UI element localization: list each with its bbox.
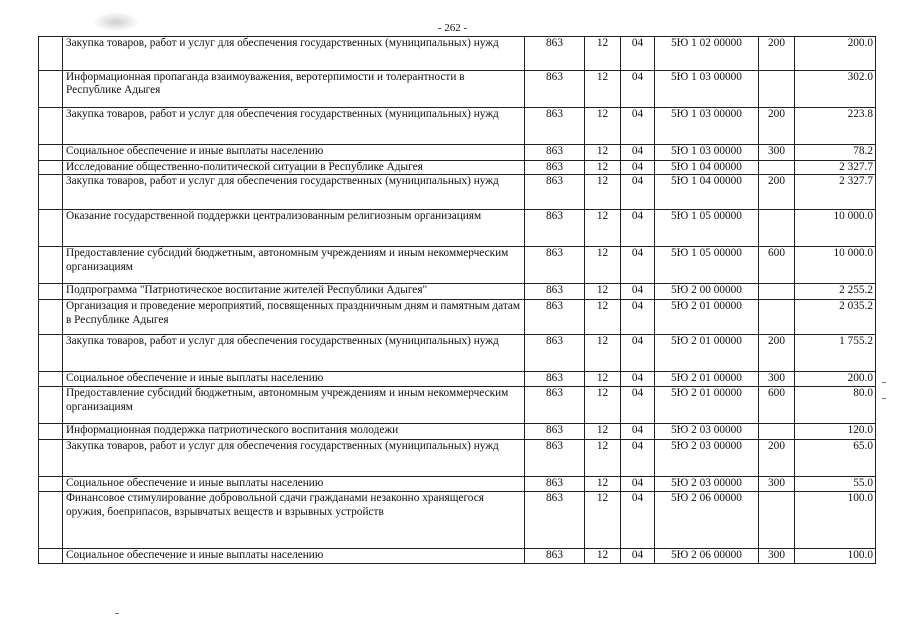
table-row: [39, 300, 876, 335]
subsection-cell: 04: [621, 477, 655, 492]
target-item-cell: 5Ю 1 05 00000: [655, 210, 759, 247]
ministry-code-cell: 863: [525, 440, 585, 477]
amount-cell: 78.2: [795, 145, 876, 161]
table-row: [39, 161, 876, 175]
subsection-cell: 04: [621, 335, 655, 372]
ministry-code-cell: 863: [525, 210, 585, 247]
section-cell: 12: [585, 440, 621, 477]
section-cell: 12: [585, 108, 621, 145]
target-item-cell: 5Ю 2 03 00000: [655, 440, 759, 477]
description-cell: Социальное обеспечение и иные выплаты населению: [63, 477, 525, 492]
index-cell: [39, 175, 63, 210]
description-cell: Закупка товаров, работ и услуг для обеспечения государственных (муниципальных) нужд: [63, 335, 525, 372]
index-cell: [39, 549, 63, 564]
amount-cell: 65.0: [795, 440, 876, 477]
amount-cell: 2 035.2: [795, 300, 876, 335]
subsection-cell: 04: [621, 37, 655, 71]
index-cell: [39, 108, 63, 145]
ministry-code-cell: 863: [525, 284, 585, 300]
ministry-code-cell: 863: [525, 424, 585, 440]
description-cell: Социальное обеспечение и иные выплаты населению: [63, 145, 525, 161]
ministry-code-cell: 863: [525, 145, 585, 161]
amount-cell: 55.0: [795, 477, 876, 492]
amount-cell: 1 755.2: [795, 335, 876, 372]
expense-type-cell: 200: [759, 108, 795, 145]
table-row: [39, 247, 876, 284]
expense-type-cell: 200: [759, 37, 795, 71]
description-cell: Оказание государственной поддержки централизованным религиозным организациям: [63, 210, 525, 247]
ministry-code-cell: 863: [525, 477, 585, 492]
table-row: [39, 335, 876, 372]
section-cell: 12: [585, 300, 621, 335]
expense-type-cell: 200: [759, 335, 795, 372]
table-row: [39, 175, 876, 210]
index-cell: [39, 145, 63, 161]
target-item-cell: 5Ю 2 01 00000: [655, 387, 759, 424]
subsection-cell: 04: [621, 284, 655, 300]
section-cell: 12: [585, 145, 621, 161]
expense-type-cell: 200: [759, 440, 795, 477]
scan-speck: [882, 398, 886, 399]
description-cell: Организация и проведение мероприятий, посвященных праздничным дням и памятным датам в Республике Адыгея: [63, 300, 525, 335]
subsection-cell: 04: [621, 492, 655, 549]
subsection-cell: 04: [621, 440, 655, 477]
section-cell: 12: [585, 284, 621, 300]
subsection-cell: 04: [621, 71, 655, 108]
index-cell: [39, 372, 63, 387]
index-cell: [39, 440, 63, 477]
ministry-code-cell: 863: [525, 387, 585, 424]
ministry-code-cell: 863: [525, 492, 585, 549]
section-cell: 12: [585, 387, 621, 424]
expense-type-cell: [759, 210, 795, 247]
amount-cell: 80.0: [795, 387, 876, 424]
description-cell: Закупка товаров, работ и услуг для обеспечения государственных (муниципальных) нужд: [63, 440, 525, 477]
section-cell: 12: [585, 492, 621, 549]
target-item-cell: 5Ю 1 03 00000: [655, 71, 759, 108]
table-row: [39, 424, 876, 440]
amount-cell: 10 000.0: [795, 210, 876, 247]
table-row: [39, 440, 876, 477]
ministry-code-cell: 863: [525, 247, 585, 284]
description-cell: Подпрограмма "Патриотическое воспитание жителей Республики Адыгея": [63, 284, 525, 300]
table-row: [39, 37, 876, 71]
subsection-cell: 04: [621, 247, 655, 284]
ministry-code-cell: 863: [525, 37, 585, 71]
table-row: [39, 284, 876, 300]
ministry-code-cell: 863: [525, 161, 585, 175]
description-cell: Информационная поддержка патриотического воспитания молодежи: [63, 424, 525, 440]
section-cell: 12: [585, 549, 621, 564]
expense-type-cell: [759, 284, 795, 300]
scan-speck: [882, 382, 886, 383]
section-cell: 12: [585, 161, 621, 175]
expense-type-cell: 300: [759, 372, 795, 387]
subsection-cell: 04: [621, 549, 655, 564]
table-row: [39, 492, 876, 549]
expense-type-cell: 600: [759, 247, 795, 284]
index-cell: [39, 424, 63, 440]
subsection-cell: 04: [621, 424, 655, 440]
target-item-cell: 5Ю 1 05 00000: [655, 247, 759, 284]
subsection-cell: 04: [621, 372, 655, 387]
expense-type-cell: 300: [759, 145, 795, 161]
description-cell: Предоставление субсидий бюджетным, автономным учреждениям и иным некоммерческим организациям: [63, 387, 525, 424]
subsection-cell: 04: [621, 300, 655, 335]
section-cell: 12: [585, 210, 621, 247]
ministry-code-cell: 863: [525, 71, 585, 108]
target-item-cell: 5Ю 2 03 00000: [655, 477, 759, 492]
amount-cell: 2 327.7: [795, 175, 876, 210]
ministry-code-cell: 863: [525, 175, 585, 210]
description-cell: Социальное обеспечение и иные выплаты населению: [63, 372, 525, 387]
section-cell: 12: [585, 424, 621, 440]
index-cell: [39, 161, 63, 175]
section-cell: 12: [585, 175, 621, 210]
table-row: [39, 71, 876, 108]
target-item-cell: 5Ю 1 03 00000: [655, 108, 759, 145]
description-cell: Закупка товаров, работ и услуг для обеспечения государственных (муниципальных) нужд: [63, 175, 525, 210]
amount-cell: 10 000.0: [795, 247, 876, 284]
target-item-cell: 5Ю 2 00 00000: [655, 284, 759, 300]
ministry-code-cell: 863: [525, 300, 585, 335]
ministry-code-cell: 863: [525, 372, 585, 387]
index-cell: [39, 247, 63, 284]
expense-type-cell: [759, 300, 795, 335]
subsection-cell: 04: [621, 387, 655, 424]
ministry-code-cell: 863: [525, 549, 585, 564]
table-row: [39, 549, 876, 564]
ministry-code-cell: 863: [525, 108, 585, 145]
amount-cell: 100.0: [795, 549, 876, 564]
expense-type-cell: 300: [759, 549, 795, 564]
table-row: [39, 210, 876, 247]
description-cell: Информационная пропаганда взаимоуважения, веротерпимости и толерантности в Республике Адыгея: [63, 71, 525, 108]
index-cell: [39, 71, 63, 108]
target-item-cell: 5Ю 1 03 00000: [655, 145, 759, 161]
budget-table: [38, 36, 876, 564]
amount-cell: 120.0: [795, 424, 876, 440]
expense-type-cell: [759, 424, 795, 440]
scan-speck: [115, 613, 119, 614]
description-cell: Предоставление субсидий бюджетным, автономным учреждениям и иным некоммерческим организациям: [63, 247, 525, 284]
amount-cell: 302.0: [795, 71, 876, 108]
subsection-cell: 04: [621, 175, 655, 210]
amount-cell: 200.0: [795, 372, 876, 387]
index-cell: [39, 335, 63, 372]
description-cell: Социальное обеспечение и иные выплаты населению: [63, 549, 525, 564]
index-cell: [39, 477, 63, 492]
description-cell: Финансовое стимулирование добровольной сдачи гражданами незаконно хранящегося оружия, боеприпасов, взрывчатых веществ и взрывных устройств: [63, 492, 525, 549]
target-item-cell: 5Ю 1 04 00000: [655, 161, 759, 175]
target-item-cell: 5Ю 2 01 00000: [655, 372, 759, 387]
section-cell: 12: [585, 71, 621, 108]
target-item-cell: 5Ю 2 01 00000: [655, 335, 759, 372]
amount-cell: 2 327.7: [795, 161, 876, 175]
expense-type-cell: [759, 161, 795, 175]
table-row: [39, 387, 876, 424]
target-item-cell: 5Ю 1 02 00000: [655, 37, 759, 71]
index-cell: [39, 300, 63, 335]
index-cell: [39, 210, 63, 247]
section-cell: 12: [585, 37, 621, 71]
table-row: [39, 108, 876, 145]
section-cell: 12: [585, 372, 621, 387]
table-row: [39, 477, 876, 492]
subsection-cell: 04: [621, 161, 655, 175]
index-cell: [39, 37, 63, 71]
amount-cell: 2 255.2: [795, 284, 876, 300]
section-cell: 12: [585, 335, 621, 372]
amount-cell: 223.8: [795, 108, 876, 145]
subsection-cell: 04: [621, 108, 655, 145]
amount-cell: 200.0: [795, 37, 876, 71]
expense-type-cell: [759, 492, 795, 549]
target-item-cell: 5Ю 2 06 00000: [655, 549, 759, 564]
subsection-cell: 04: [621, 145, 655, 161]
description-cell: Закупка товаров, работ и услуг для обеспечения государственных (муниципальных) нужд: [63, 37, 525, 71]
amount-cell: 100.0: [795, 492, 876, 549]
target-item-cell: 5Ю 2 03 00000: [655, 424, 759, 440]
target-item-cell: 5Ю 2 01 00000: [655, 300, 759, 335]
expense-type-cell: 600: [759, 387, 795, 424]
section-cell: 12: [585, 477, 621, 492]
table-row: [39, 372, 876, 387]
index-cell: [39, 284, 63, 300]
target-item-cell: 5Ю 1 04 00000: [655, 175, 759, 210]
description-cell: Закупка товаров, работ и услуг для обеспечения государственных (муниципальных) нужд: [63, 108, 525, 145]
expense-type-cell: 300: [759, 477, 795, 492]
ministry-code-cell: 863: [525, 335, 585, 372]
page-number: - 262 -: [437, 22, 468, 34]
section-cell: 12: [585, 247, 621, 284]
index-cell: [39, 492, 63, 549]
table-row: [39, 145, 876, 161]
subsection-cell: 04: [621, 210, 655, 247]
target-item-cell: 5Ю 2 06 00000: [655, 492, 759, 549]
expense-type-cell: 200: [759, 175, 795, 210]
description-cell: Исследование общественно-политической ситуации в Республике Адыгея: [63, 161, 525, 175]
index-cell: [39, 387, 63, 424]
expense-type-cell: [759, 71, 795, 108]
